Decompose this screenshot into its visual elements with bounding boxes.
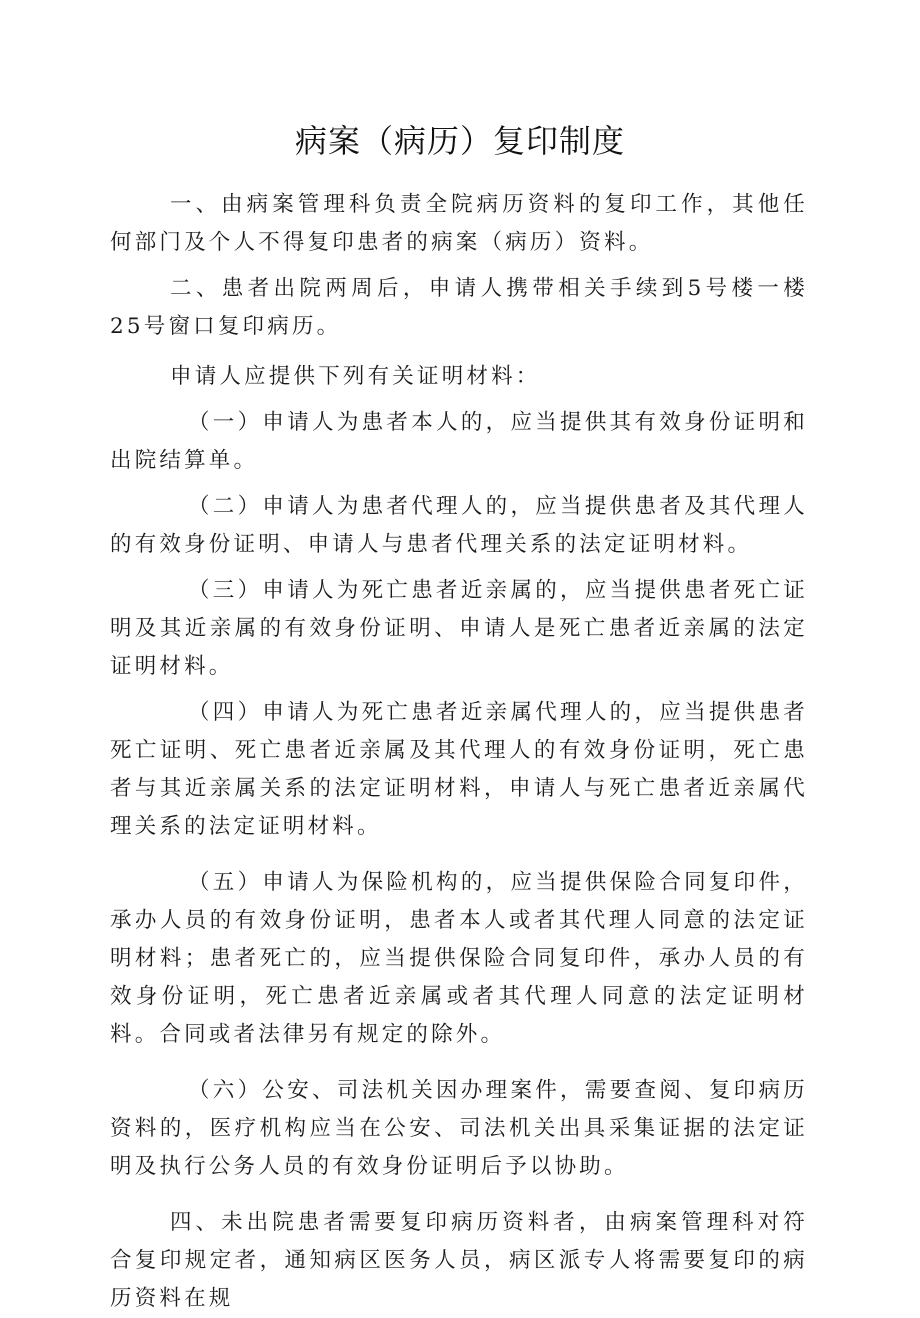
paragraph-item-2: （二）申请人为患者代理人的，应当提供患者及其代理人的有效身份证明、申请人与患者代理关系的法定证明材料。 xyxy=(110,494,808,557)
paragraph-section-1: 一、由病案管理科负责全院病历资料的复印工作，其他任何部门及个人不得复印患者的病案（病历）资料。 xyxy=(110,192,808,255)
paragraph-materials-intro: 申请人应提供下列有关证明材料： xyxy=(170,364,541,389)
paragraph-item-5: （五）申请人为保险机构的，应当提供保险合同复印件，承办人员的有效身份证明，患者本人或者其代理人同意的法定证明材料；患者死亡的，应当提供保险合同复印件，承办人员的有效身份证明，死亡患者近亲属或者其代理人同意的法定证明材料。合同或者法律另有规定的除外。 xyxy=(110,870,808,1047)
paragraph-item-4: （四）申请人为死亡患者近亲属代理人的，应当提供患者死亡证明、死亡患者近亲属及其代理人的有效身份证明，死亡患者与其近亲属关系的法定证明材料，申请人与死亡患者近亲属代理关系的法定证明材料。 xyxy=(110,700,808,839)
paragraph-section-2: 二、患者出院两周后，申请人携带相关手续到5号楼一楼25号窗口复印病历。 xyxy=(110,276,808,339)
paragraph-item-3: （三）申请人为死亡患者近亲属的，应当提供患者死亡证明及其近亲属的有效身份证明、申请人是死亡患者近亲属的法定证明材料。 xyxy=(110,578,808,679)
paragraph-section-4: 四、未出院患者需要复印病历资料者，由病案管理科对符合复印规定者，通知病区医务人员，病区派专人将需要复印的病历资料在规 xyxy=(110,1210,808,1311)
paragraph-item-6: （六）公安、司法机关因办理案件，需要查阅、复印病历资料的，医疗机构应当在公安、司法机关出具采集证据的法定证明及执行公务人员的有效身份证明后予以协助。 xyxy=(110,1078,808,1179)
document-title: 病案（病历）复印制度 xyxy=(294,122,625,160)
paragraph-item-1: （一）申请人为患者本人的，应当提供其有效身份证明和出院结算单。 xyxy=(110,410,808,473)
document-body xyxy=(110,186,808,1318)
